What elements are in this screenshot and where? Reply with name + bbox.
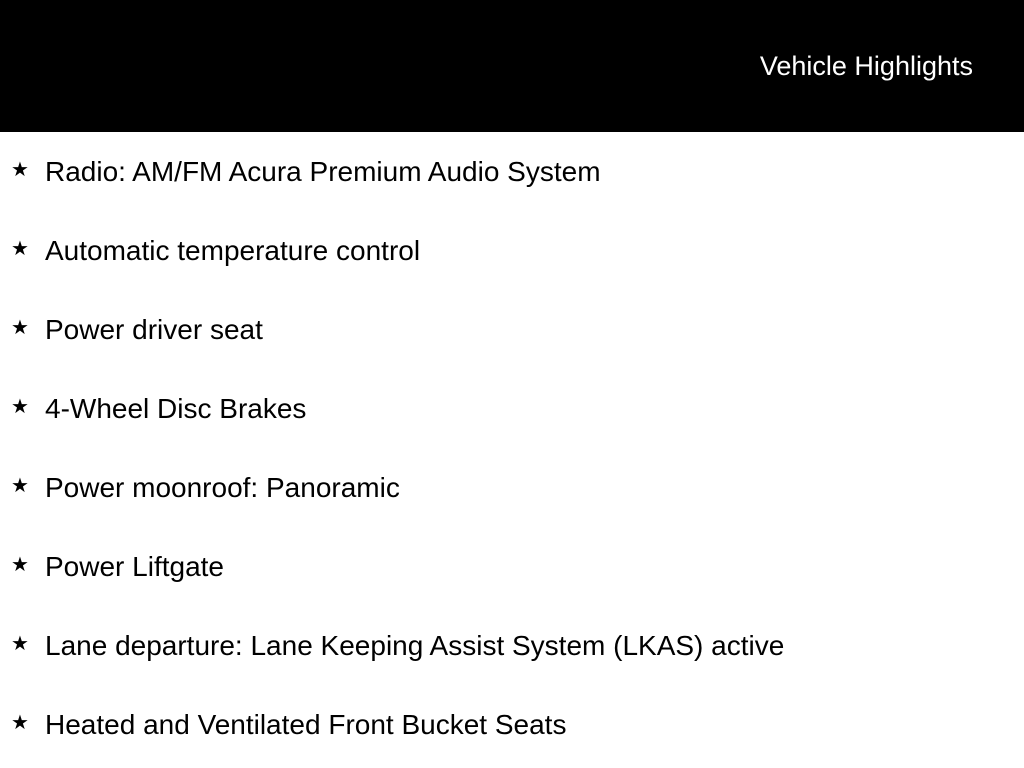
highlight-label: Power moonroof: Panoramic — [45, 472, 400, 503]
list-item — [0, 132, 1024, 211]
list-item — [0, 290, 1024, 369]
star-icon: ★ — [11, 710, 29, 734]
highlight-label: Heated and Ventilated Front Bucket Seats — [45, 709, 567, 740]
list-item — [0, 527, 1024, 606]
highlight-label: Power driver seat — [45, 314, 263, 345]
list-item — [0, 369, 1024, 448]
list-item — [0, 606, 1024, 685]
highlight-label: Power Liftgate — [45, 551, 224, 582]
star-icon: ★ — [11, 631, 29, 655]
header-bar — [0, 0, 1024, 132]
star-icon: ★ — [11, 236, 29, 260]
star-icon: ★ — [11, 552, 29, 576]
list-item — [0, 211, 1024, 290]
highlight-label: 4-Wheel Disc Brakes — [45, 393, 307, 424]
highlight-label: Automatic temperature control — [45, 235, 421, 266]
star-icon: ★ — [11, 157, 29, 181]
star-icon: ★ — [11, 315, 29, 339]
highlight-label: Lane departure: Lane Keeping Assist System (LKAS) active — [45, 630, 785, 661]
page-title: Vehicle Highlights — [759, 51, 973, 81]
star-icon: ★ — [11, 473, 29, 497]
star-icon: ★ — [11, 394, 29, 418]
highlight-label: Radio: AM/FM Acura Premium Audio System — [45, 156, 601, 187]
list-item — [0, 448, 1024, 527]
highlights-list — [0, 132, 1024, 764]
list-item — [0, 685, 1024, 764]
